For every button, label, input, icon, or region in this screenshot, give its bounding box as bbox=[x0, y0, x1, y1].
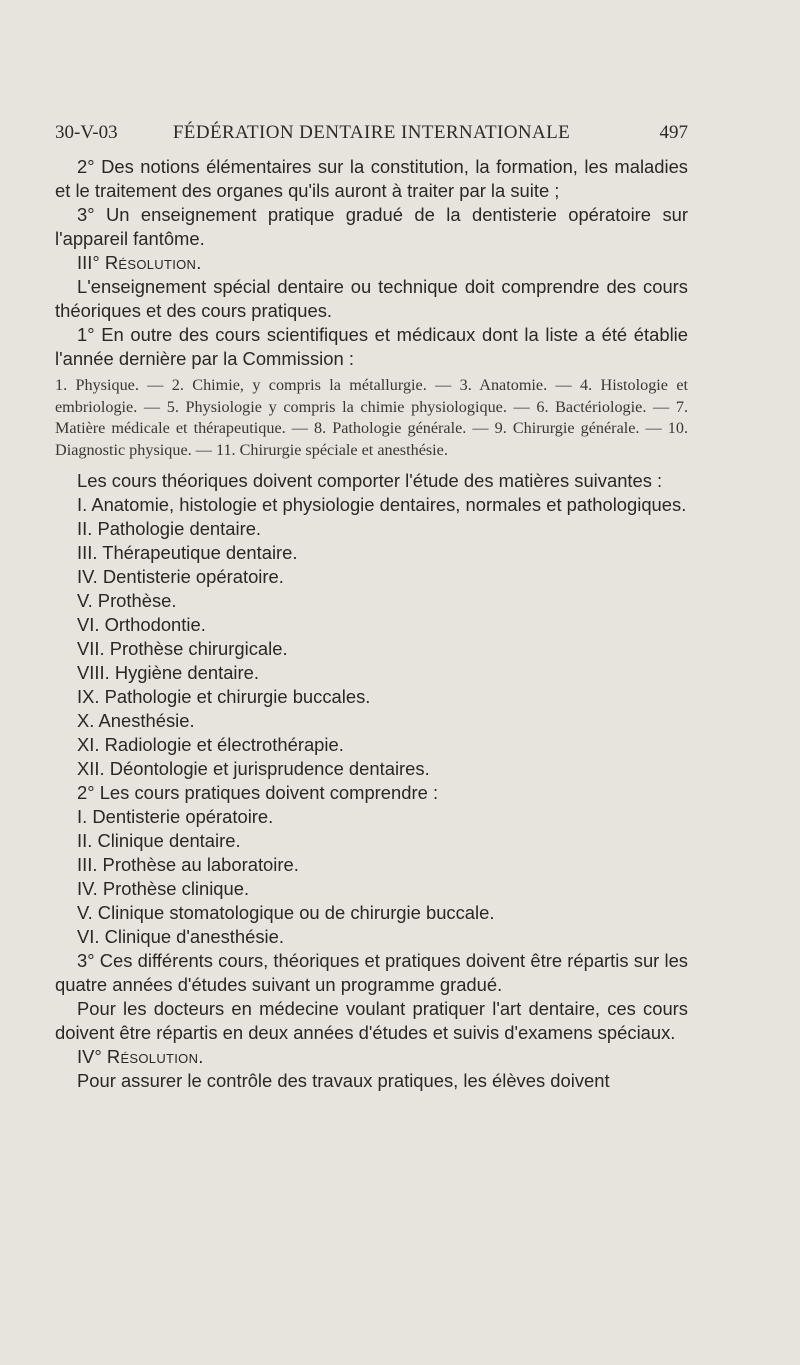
resolution-4-heading bbox=[55, 1045, 688, 1069]
list-item: I. Dentisterie opératoire. bbox=[77, 806, 274, 827]
paragraph-repartition: 3° Ces différents cours, théoriques et pratiques doivent être répartis sur les quatre années d'études suivant un programme gradué. bbox=[55, 950, 688, 995]
paragraph-enseignement-pratique: 3° Un enseignement pratique gradué de la dentisterie opératoire sur l'appareil fantôme. bbox=[55, 204, 688, 249]
page-body bbox=[55, 155, 688, 1093]
resolution-3-heading bbox=[55, 251, 688, 275]
paragraph-docteurs-medecine: Pour les docteurs en médecine voulant pratiquer l'art dentaire, ces cours doivent être répartis en deux années d'études et suivis d'examens spéciaux. bbox=[55, 998, 688, 1043]
list-item: IV. Dentisterie opératoire. bbox=[77, 566, 284, 587]
list-item: IV. Prothèse clinique. bbox=[77, 878, 250, 899]
list-item: I. Anatomie, histologie et physiologie dentaires, normales et pathologiques. bbox=[77, 494, 687, 515]
list-item: II. Clinique dentaire. bbox=[77, 830, 241, 851]
list-item: II. Pathologie dentaire. bbox=[77, 518, 262, 539]
practical-courses-list bbox=[55, 805, 688, 949]
list-item: III. Prothèse au laboratoire. bbox=[77, 854, 299, 875]
paragraph-notions: 2° Des notions élémentaires sur la constitution, la formation, les maladies et le traitement des organes qu'ils auront à traiter par la suite ; bbox=[55, 156, 688, 201]
list-item: V. Prothèse. bbox=[77, 590, 177, 611]
list-item: VI. Clinique d'anesthésie. bbox=[77, 926, 284, 947]
resolution-3-number: III° bbox=[77, 252, 100, 273]
paragraph-cours-theoriques: Les cours théoriques doivent comporter l'étude des matières suivantes : bbox=[77, 470, 663, 491]
list-item: IX. Pathologie et chirurgie buccales. bbox=[77, 686, 371, 707]
scientific-courses-list: 1. Physique. — 2. Chimie, y compris la métallurgie. — 3. Anatomie. — 4. Histologie et embriologie. — 5. Physiologie y compris la chimie physiologique. — 6. Bactériologie. — 7. Matière médicale et thérapeutique. — 8. Pathologie générale. — 9. Chirurgie générale. — 10. Diagnostic physique. — 11. Chirurgie spéciale et anesthésie. bbox=[55, 376, 688, 459]
list-item: VIII. Hygiène dentaire. bbox=[77, 662, 259, 683]
paragraph-cours-pratiques: 2° Les cours pratiques doivent comprendre : bbox=[77, 782, 439, 803]
list-item: XII. Déontologie et jurisprudence dentaires. bbox=[77, 758, 430, 779]
list-item: X. Anesthésie. bbox=[77, 710, 195, 731]
paragraph-controle: Pour assurer le contrôle des travaux pratiques, les élèves doivent bbox=[77, 1070, 610, 1091]
date-folio: 30-V-03 bbox=[55, 122, 118, 143]
theory-subjects-list bbox=[55, 493, 688, 781]
resolution-4-label: Résolution. bbox=[106, 1046, 204, 1067]
resolution-3-label: Résolution. bbox=[104, 252, 202, 273]
list-item: III. Thérapeutique dentaire. bbox=[77, 542, 298, 563]
page-number: 497 bbox=[659, 122, 688, 143]
list-item: XI. Radiologie et électrothérapie. bbox=[77, 734, 344, 755]
list-item: VI. Orthodontie. bbox=[77, 614, 206, 635]
running-header bbox=[55, 122, 688, 148]
list-item: V. Clinique stomatologique ou de chirurgie buccale. bbox=[77, 902, 495, 923]
paragraph-cours-scientifiques: 1° En outre des cours scientifiques et médicaux dont la liste a été établie l'année dernière par la Commission : bbox=[55, 324, 688, 369]
running-title: FÉDÉRATION DENTAIRE INTERNATIONALE bbox=[172, 122, 571, 143]
list-item: VII. Prothèse chirurgicale. bbox=[77, 638, 288, 659]
resolution-4-number: IV° bbox=[77, 1046, 102, 1067]
paragraph-enseignement-special: L'enseignement spécial dentaire ou technique doit comprendre des cours théoriques et des cours pratiques. bbox=[55, 276, 688, 321]
